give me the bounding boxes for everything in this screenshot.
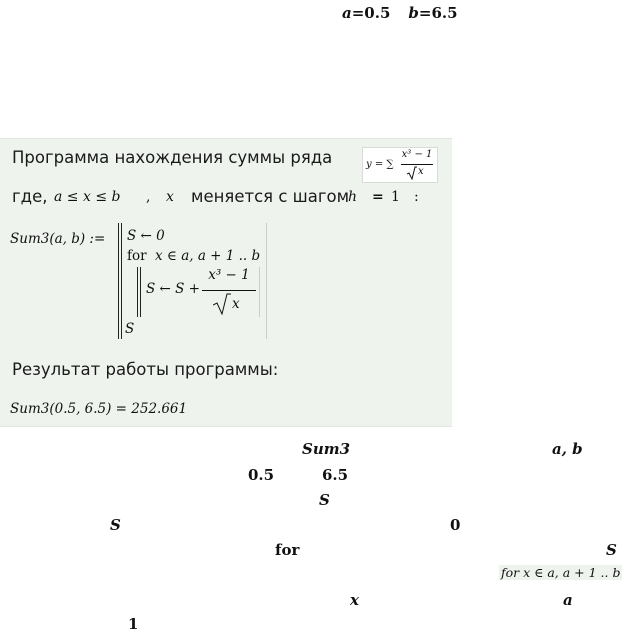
step-var: h <box>348 189 358 205</box>
program-bar-right <box>266 223 267 339</box>
result-expression[interactable]: Sum3(0.5, 6.5) = 252.661 <box>10 401 188 417</box>
param-b-value: =6.5 <box>418 4 458 22</box>
below-s-3: S <box>606 541 617 559</box>
step-colon: : <box>414 189 419 205</box>
param-a-label: a <box>342 4 352 22</box>
below-x-var: x <box>350 591 359 609</box>
below-sum3: Sum3 <box>302 440 351 458</box>
body-denominator-var: x <box>232 296 240 312</box>
for-range[interactable]: x ∈ a, a + 1 .. b <box>155 248 261 264</box>
result-label: Результат работы программы: <box>12 360 279 379</box>
range-prefix: где, <box>12 187 48 206</box>
range-changes-text: меняется с шагом <box>191 187 350 206</box>
body-fraction-bar <box>202 290 256 291</box>
below-ab: a, b <box>552 440 583 458</box>
body-numerator: x³ − 1 <box>208 267 250 283</box>
for-keyword: for <box>127 248 147 264</box>
for-body-bar-2 <box>140 267 141 317</box>
range-expression: a ≤ x ≤ b <box>54 189 121 205</box>
below-s-2: S <box>110 516 121 534</box>
step-eq: = <box>372 189 384 205</box>
below-s-1: S <box>319 491 330 509</box>
range-var: x <box>166 189 174 205</box>
body-lhs[interactable]: S ← S + <box>146 281 200 297</box>
range-comma: , <box>146 189 151 205</box>
program-definition[interactable]: Sum3(a, b) := <box>10 231 106 247</box>
step-value: 1 <box>391 189 400 205</box>
program-bar-outer-1 <box>118 223 119 339</box>
param-b-label: b <box>408 4 419 22</box>
param-a-value: =0.5 <box>351 4 391 22</box>
worksheet-region[interactable] <box>0 138 452 427</box>
below-for-word: for <box>275 541 300 559</box>
series-formula-box[interactable] <box>362 147 438 183</box>
below-value-1: 0.5 <box>248 466 275 484</box>
below-for-expression: for x ∈ a, a + 1 .. b <box>501 565 621 580</box>
top-params <box>342 4 458 22</box>
worksheet-title: Программа нахождения суммы ряда <box>12 148 333 167</box>
below-zero: 0 <box>450 516 461 534</box>
program-line-init[interactable]: S ← 0 <box>127 228 165 244</box>
below-one: 1 <box>128 615 139 633</box>
body-sqrt-icon <box>213 293 231 315</box>
sqrt-icon <box>407 166 417 180</box>
program-bar-outer-2 <box>121 223 122 339</box>
below-a-var: a <box>563 591 573 609</box>
series-numerator: x³ − 1 <box>401 149 433 160</box>
below-value-2: 6.5 <box>322 466 349 484</box>
series-lhs: y = ∑ <box>366 159 394 170</box>
for-body-bar-1 <box>137 267 138 317</box>
program-return-var[interactable]: S <box>125 321 135 337</box>
series-denominator-var: x <box>418 166 424 177</box>
series-fraction-bar <box>401 164 433 165</box>
for-body-bar-right <box>259 267 260 317</box>
